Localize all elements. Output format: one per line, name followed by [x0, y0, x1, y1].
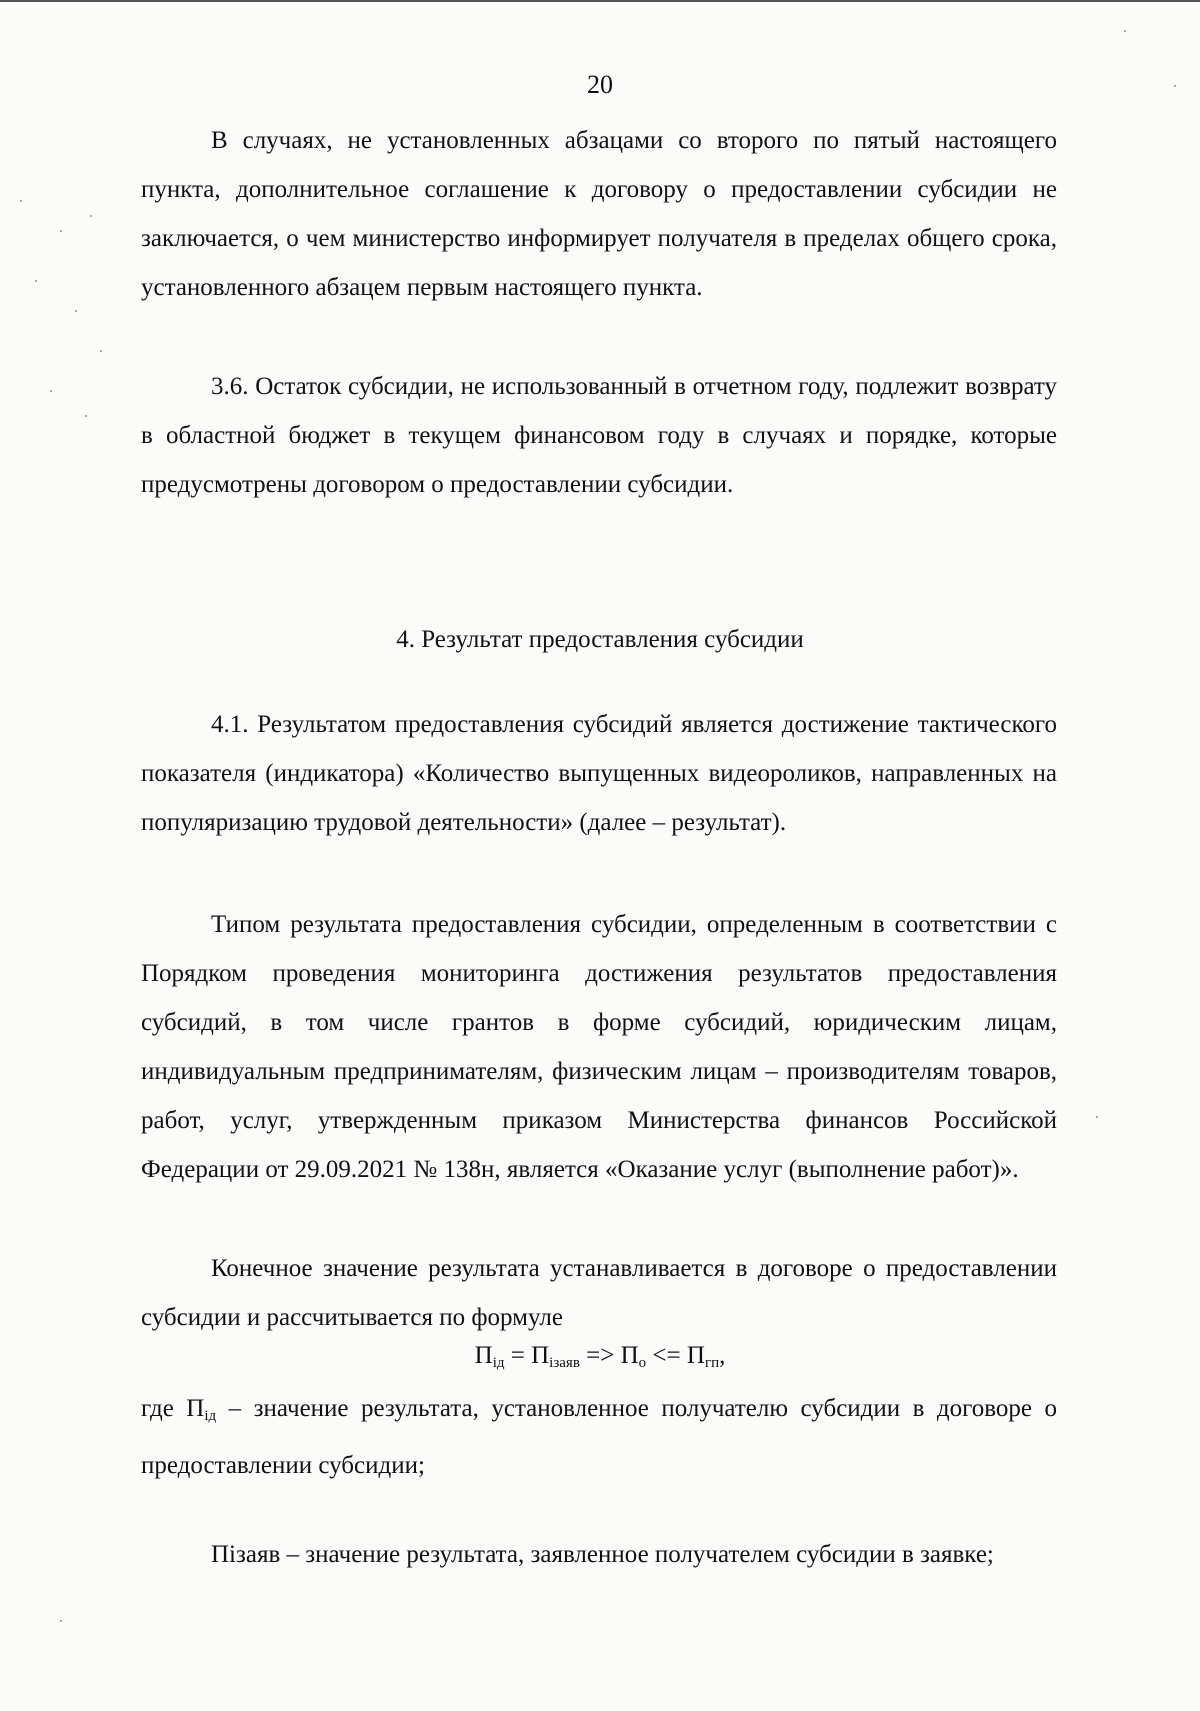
scan-speck [35, 280, 37, 282]
paragraph-no-additional-agreement: В случаях, не установленных абзацами со второго по пятый настоящего пункта, дополнительное соглашение к договору о предоставлении субсидии не заключается, о чем министерство информирует получателя в пределах общего срока, установленного абзацем первым настоящего пункта. [141, 127, 1057, 301]
section-heading-4: 4. Результат предоставления субсидии [396, 626, 804, 653]
where-sub-id: iд [204, 1408, 217, 1424]
paragraph-final-value: Конечное значение результата устанавливается в договоре о предоставлении субсидии и рассчитывается по формуле [141, 1255, 1057, 1331]
scan-speck [1174, 85, 1176, 87]
page-number: 20 [587, 70, 613, 99]
scan-speck [1124, 30, 1126, 32]
formula-sub-o: о [638, 1355, 647, 1371]
result-formula [0, 1336, 1200, 1383]
formula-symbol: П [686, 1342, 705, 1369]
formula-less-equal: <= [646, 1342, 687, 1369]
formula-symbol: П [620, 1342, 639, 1369]
formula-equals: = [504, 1342, 532, 1369]
paragraph-pizayav: Пiзаяв – значение результата, заявленное получателем субсидии в заявке; [211, 1541, 994, 1568]
paragraph-4-1-result: 4.1. Результатом предоставления субсидий является достижение тактического показателя (индикатора) «Количество выпущенных видеороликов, направленных на популяризацию трудовой деятельности» (далее – результат). [141, 711, 1057, 836]
scan-speck [60, 1620, 62, 1622]
formula-sub-id: iд [492, 1355, 505, 1371]
formula-symbol: П [531, 1342, 550, 1369]
scan-speck [100, 350, 102, 352]
scan-speck [60, 230, 62, 232]
top-border-line [0, 0, 1200, 2]
paragraph-3-6-unused-subsidy: 3.6. Остаток субсидии, не использованный в отчетном году, подлежит возврату в областной бюджет в текущем финансовом году в случаях и порядке, которые предусмотрены договором о предоставлении субсидии. [141, 373, 1057, 498]
formula-sub-izayav: iзаяв [549, 1355, 580, 1371]
scan-speck [85, 415, 87, 417]
scan-speck [90, 215, 92, 217]
scan-speck [1096, 1116, 1098, 1118]
scan-noise [0, 160, 140, 440]
scan-speck [20, 200, 22, 202]
paragraph-where-pid [141, 1384, 1057, 1490]
formula-implies: => [579, 1342, 621, 1369]
scan-speck [75, 310, 77, 312]
formula-sub-gp: гп [704, 1355, 720, 1371]
paragraph-result-type: Типом результата предоставления субсидии, определенным в соответствии с Порядком проведения мониторинга достижения результатов предоставления субсидий, в том числе грантов в форме субсидий, юридическим лицам, индивидуальным предпринимателям, физическим лицам – производителям товаров, работ, услуг, утвержденным приказом Министерства финансов Российской Федерации от 29.09.2021 № 138н, является «Оказание услуг (выполнение работ)». [141, 911, 1057, 1183]
scan-speck [50, 390, 52, 392]
where-rest: – значение результата, установленное получателю субсидии в договоре о предоставлении субсидии; [141, 1395, 1057, 1479]
formula-symbol: П [474, 1342, 493, 1369]
where-lead: где П [141, 1395, 205, 1422]
formula-comma: , [719, 1342, 726, 1369]
